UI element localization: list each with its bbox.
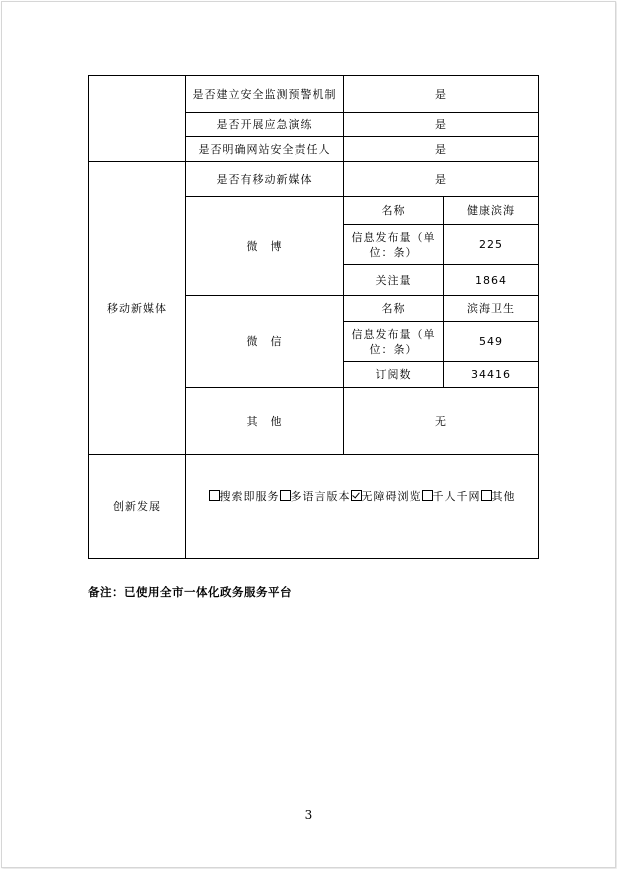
security-owner-label: 是否明确网站安全责任人	[186, 137, 344, 162]
security-owner-value: 是	[344, 137, 539, 162]
weibo-name-value: 健康滨海	[444, 197, 539, 225]
weixin-subscribe-value: 34416	[444, 362, 539, 388]
remark-note: 备注：已使用全市一体化政务服务平台	[88, 585, 292, 599]
weixin-posts-value: 549	[444, 322, 539, 362]
monitor-warning-label: 是否建立安全监测预警机制	[186, 76, 344, 113]
weixin-posts-label: 信息发布量（单位：条）	[344, 322, 444, 362]
checkbox-unchecked-icon[interactable]	[481, 490, 492, 501]
has-mobile-media-label: 是否有移动新媒体	[186, 162, 344, 197]
innovation-options	[186, 455, 539, 559]
weixin-name-label: 名称	[344, 296, 444, 322]
monitor-warning-value: 是	[344, 76, 539, 113]
weibo-follow-value: 1864	[444, 265, 539, 296]
option-multilingual[interactable]: 多语言版本	[280, 490, 351, 503]
emergency-drill-value: 是	[344, 113, 539, 137]
checkbox-unchecked-icon[interactable]	[280, 490, 291, 501]
other-label: 其 他	[186, 388, 344, 455]
checkbox-checked-icon[interactable]	[351, 490, 362, 501]
weixin-name-value: 滨海卫生	[444, 296, 539, 322]
weixin-subscribe-label: 订阅数	[344, 362, 444, 388]
emergency-drill-label: 是否开展应急演练	[186, 113, 344, 137]
weibo-follow-label: 关注量	[344, 265, 444, 296]
weibo-posts-label: 信息发布量（单位：条）	[344, 225, 444, 265]
weixin-label: 微 信	[186, 296, 344, 388]
checkbox-unchecked-icon[interactable]	[209, 490, 220, 501]
option-personalized[interactable]: 千人千网	[422, 490, 481, 503]
checkbox-unchecked-icon[interactable]	[422, 490, 433, 501]
page-number: 3	[304, 808, 313, 822]
option-other[interactable]: 其他	[481, 490, 516, 503]
weibo-label: 微 博	[186, 197, 344, 296]
option-search-service[interactable]: 搜索即服务	[209, 490, 280, 503]
mobile-media-section-label: 移动新媒体	[89, 162, 186, 455]
weibo-posts-value: 225	[444, 225, 539, 265]
option-accessibility[interactable]: 无障碍浏览	[351, 490, 422, 503]
innovation-label: 创新发展	[89, 455, 186, 559]
other-value: 无	[344, 388, 539, 455]
has-mobile-media-value: 是	[344, 162, 539, 197]
section-cell-security	[89, 76, 186, 162]
report-table	[88, 75, 539, 559]
weibo-name-label: 名称	[344, 197, 444, 225]
